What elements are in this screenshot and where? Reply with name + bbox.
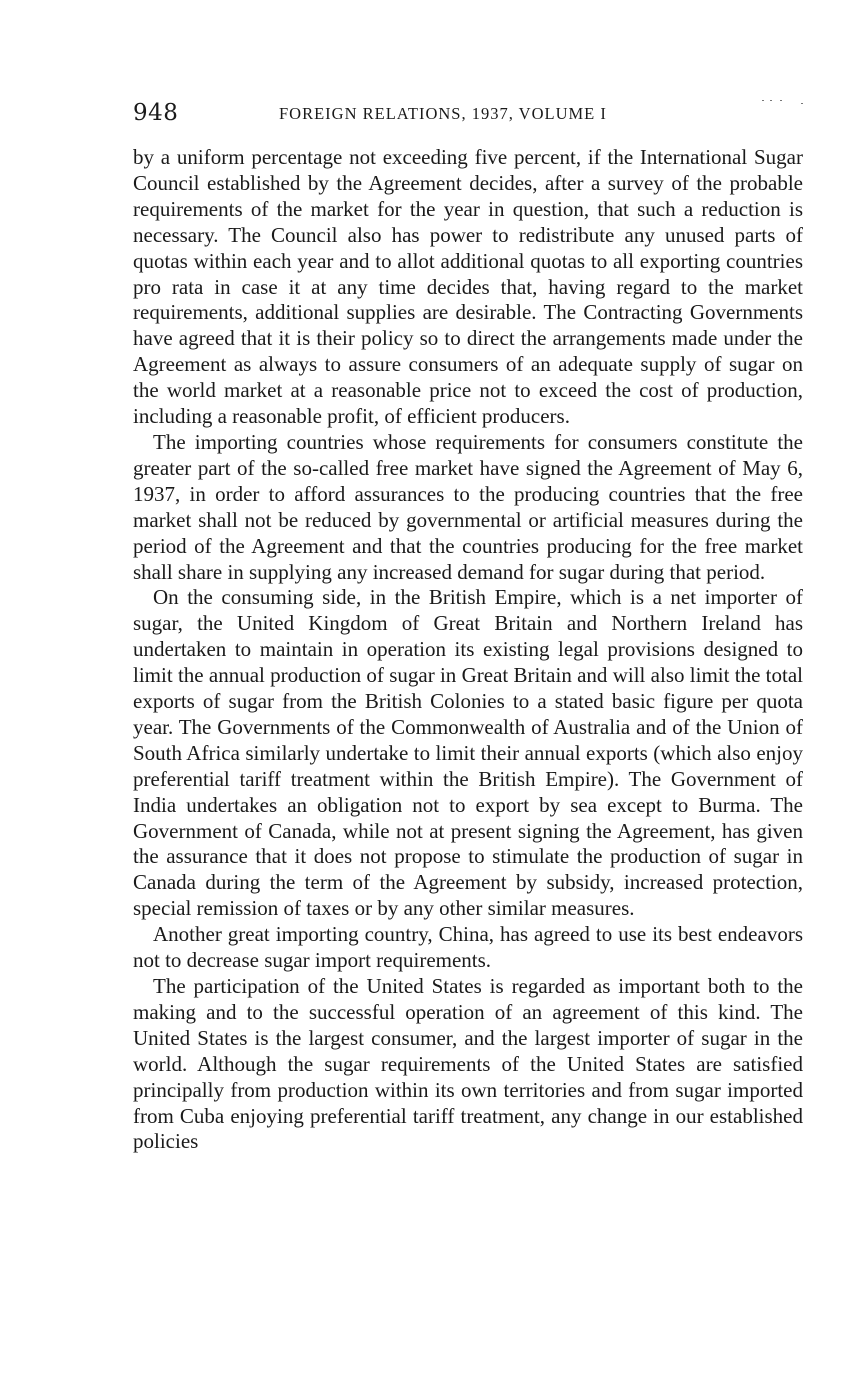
body-text <box>133 145 803 1155</box>
scan-specks <box>758 100 808 106</box>
paragraph-british-empire: On the consuming side, in the British Empire, which is a net importer of sugar, the United Kingdom of Great Britain and Northern Ireland has undertaken to maintain in operation its existing legal provisions designed to limit the annual production of sugar in Great Britain and will also limit the total exports of sugar from the British Colonies to a stated basic figure per quota year. The Governments of the Commonwealth of Australia and of the Union of South Africa similarly undertake to limit their annual exports (which also enjoy preferential tariff treatment within the British Empire). The Government of India undertakes an obligation not to export by sea except to Burma. The Government of Canada, while not at present signing the Agreement, has given the assurance that it does not propose to stimulate the production of sugar in Canada during the term of the Agreement by subsidy, increased protection, special remission of taxes or by any other similar measures. <box>133 585 803 921</box>
running-head <box>133 98 803 130</box>
paragraph-china: Another great importing country, China, has agreed to use its best endeavors not to decrease sugar import requirements. <box>133 922 803 973</box>
running-title: FOREIGN RELATIONS, 1937, VOLUME I <box>279 104 607 123</box>
paragraph-united-states: The participation of the United States is regarded as important both to the making and to the successful operation of an agreement of this kind. The United States is the largest consumer, and the largest importer of sugar in the world. Although the sugar requirements of the United States are satisfied principally from production within its own territories and from sugar imported from Cuba enjoying preferential tariff treatment, any change in our established policies <box>133 974 803 1154</box>
page-number: 948 <box>133 100 179 126</box>
paragraph-importing-countries: The importing countries whose requirements for consumers constitute the greater part of the so-called free market have signed the Agreement of May 6, 1937, in order to afford assurances to the producing countries that the free market shall not be reduced by governmental or artificial measures during the period of the Agreement and that the countries producing for the free market shall share in supplying any increased demand for sugar during that period. <box>133 429 803 584</box>
paragraph-continuation: by a uniform percentage not exceeding five percent, if the International Sugar Council established by the Agreement decides, after a survey of the probable requirements of the market for the year in question, that such a reduction is necessary. The Council also has power to redistribute any unused parts of quotas within each year and to allot additional quotas to all exporting countries pro rata in case it at any time decides that, having regard to the market requirements, additional supplies are desirable. The Contracting Governments have agreed that it is their policy so to direct the arrangements made under the Agreement as always to assure consumers of an adequate supply of sugar on the world market at a reasonable price not to exceed the cost of production, including a reasonable profit, of efficient producers. <box>133 145 803 429</box>
